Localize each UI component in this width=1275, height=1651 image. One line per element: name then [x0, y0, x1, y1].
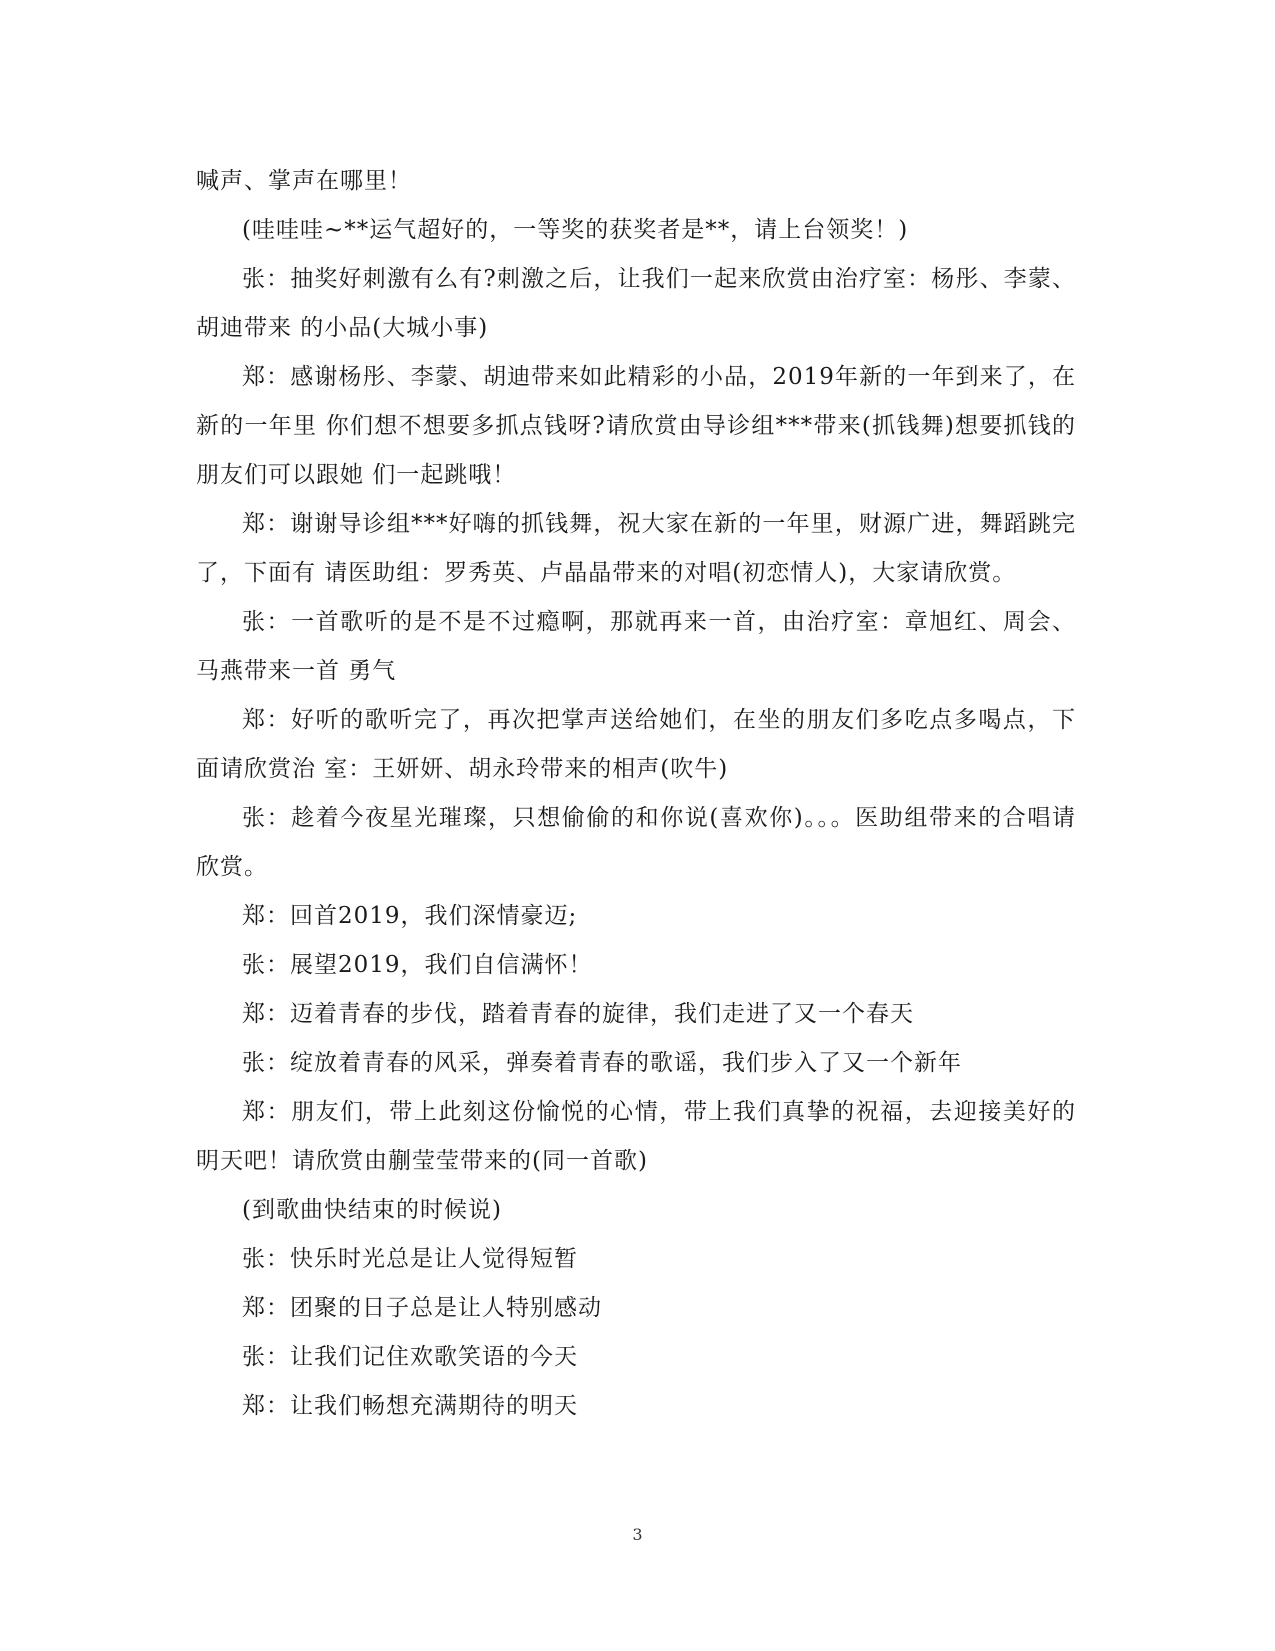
paragraph: (到歌曲快结束的时候说)	[242, 1197, 502, 1223]
paragraph: (哇哇哇~**运气超好的，一等奖的获奖者是**，请上台领奖！)	[242, 217, 909, 243]
paragraph: 郑：回首2019，我们深情豪迈;	[242, 903, 578, 929]
document-body	[196, 157, 1076, 1431]
page-number: 3	[632, 1525, 643, 1544]
paragraph: 张：让我们记住欢歌笑语的今天	[242, 1344, 578, 1370]
paragraph: 郑：让我们畅想充满期待的明天	[242, 1393, 578, 1419]
paragraph: 郑：迈着青春的步伐，踏着青春的旋律，我们走进了又一个春天	[242, 1001, 914, 1027]
paragraph: 张：抽奖好刺激有么有?刺激之后，让我们一起来欣赏由治疗室：杨彤、李蒙、胡迪带来 的小品(大城小事)	[196, 266, 1076, 341]
paragraph: 郑：感谢杨彤、李蒙、胡迪带来如此精彩的小品，2019年新的一年到来了，在新的一年里 你们想不想要多抓点钱呀?请欣赏由导诊组***带来(抓钱舞)想要抓钱的朋友们可以跟她 们一起跳哦！	[196, 364, 1076, 488]
paragraph: 郑：好听的歌听完了，再次把掌声送给她们，在坐的朋友们多吃点多喝点，下面请欣赏治 室：王妍妍、胡永玲带来的相声(吹牛)	[196, 707, 1076, 782]
paragraph: 喊声、掌声在哪里！	[196, 168, 412, 194]
paragraph: 张：展望2019，我们自信满怀！	[242, 952, 593, 978]
paragraph: 郑：朋友们，带上此刻这份愉悦的心情，带上我们真挚的祝福，去迎接美好的明天吧！请欣赏由蒯莹莹带来的(同一首歌)	[196, 1099, 1076, 1174]
paragraph: 张：绽放着青春的风采，弹奏着青春的歌谣，我们步入了又一个新年	[242, 1050, 962, 1076]
paragraph: 张：快乐时光总是让人觉得短暂	[242, 1246, 578, 1272]
paragraph: 郑：谢谢导诊组***好嗨的抓钱舞，祝大家在新的一年里，财源广进，舞蹈跳完了，下面有 请医助组：罗秀英、卢晶晶带来的对唱(初恋情人)，大家请欣赏。	[196, 511, 1076, 586]
paragraph: 张：趁着今夜星光璀璨，只想偷偷的和你说(喜欢你)。。。医助组带来的合唱请欣赏。	[196, 805, 1076, 880]
paragraph: 郑：团聚的日子总是让人特别感动	[242, 1295, 602, 1321]
paragraph: 张：一首歌听的是不是不过瘾啊，那就再来一首，由治疗室：章旭红、周会、马燕带来一首 勇气	[196, 609, 1076, 684]
